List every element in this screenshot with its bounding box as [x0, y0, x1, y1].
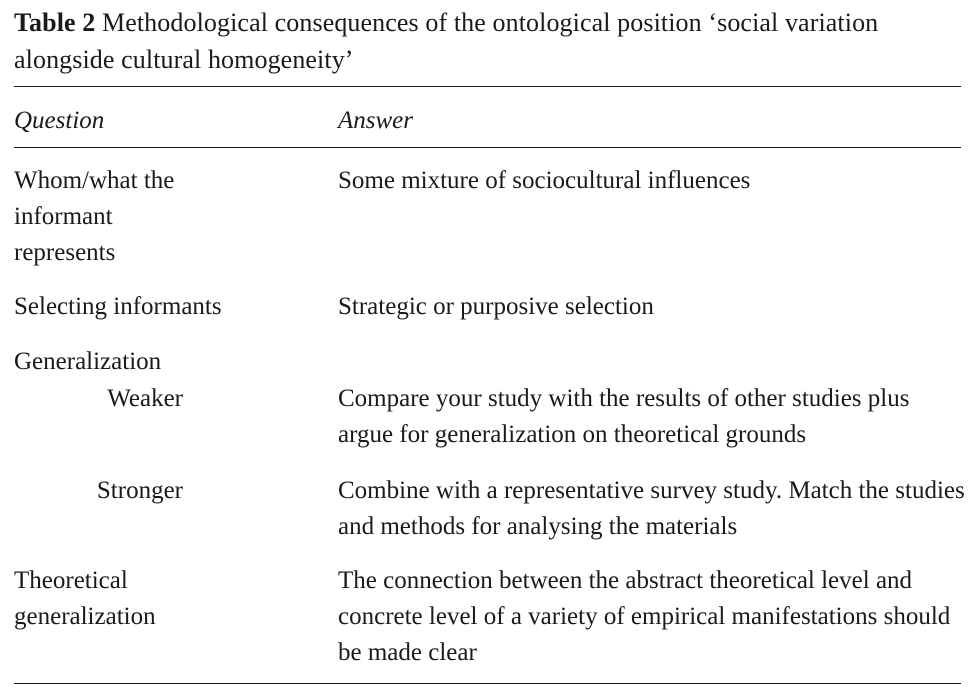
table-caption	[14, 4, 964, 78]
row-question-theoretical-generalization: Theoretical generalization	[14, 567, 156, 630]
table-caption-label: Table 2	[14, 8, 96, 37]
top-rule	[14, 86, 961, 87]
row-question-generalization: Generalization	[14, 348, 162, 375]
row-question-weaker: Weaker	[107, 385, 183, 412]
row-answer-theoretical-generalization: The connection between the abstract theoretical level and concrete level of a variety of empirical manifestations should be made clear	[338, 567, 951, 666]
column-header-question: Question	[14, 107, 105, 134]
row-question-whom-what: Whom/what the informant represents	[14, 167, 175, 266]
row-question-selecting-informants: Selecting informants	[14, 293, 222, 320]
row-answer-whom-what: Some mixture of sociocultural influences	[338, 167, 751, 194]
row-answer-weaker: Compare your study with the results of other studies plus argue for generalization on theoretical grounds	[338, 385, 910, 448]
row-answer-stronger: Combine with a representative survey study. Match the studies and methods for analysing the materials	[338, 477, 965, 540]
header-rule	[14, 147, 961, 148]
column-header-answer: Answer	[338, 107, 413, 134]
bottom-rule	[14, 683, 961, 684]
row-question-stronger: Stronger	[96, 477, 183, 504]
row-answer-selecting-informants: Strategic or purposive selection	[338, 293, 654, 320]
table-caption-text: Methodological consequences of the ontological position ‘social variation alongside cultural homogeneity’	[14, 8, 879, 74]
